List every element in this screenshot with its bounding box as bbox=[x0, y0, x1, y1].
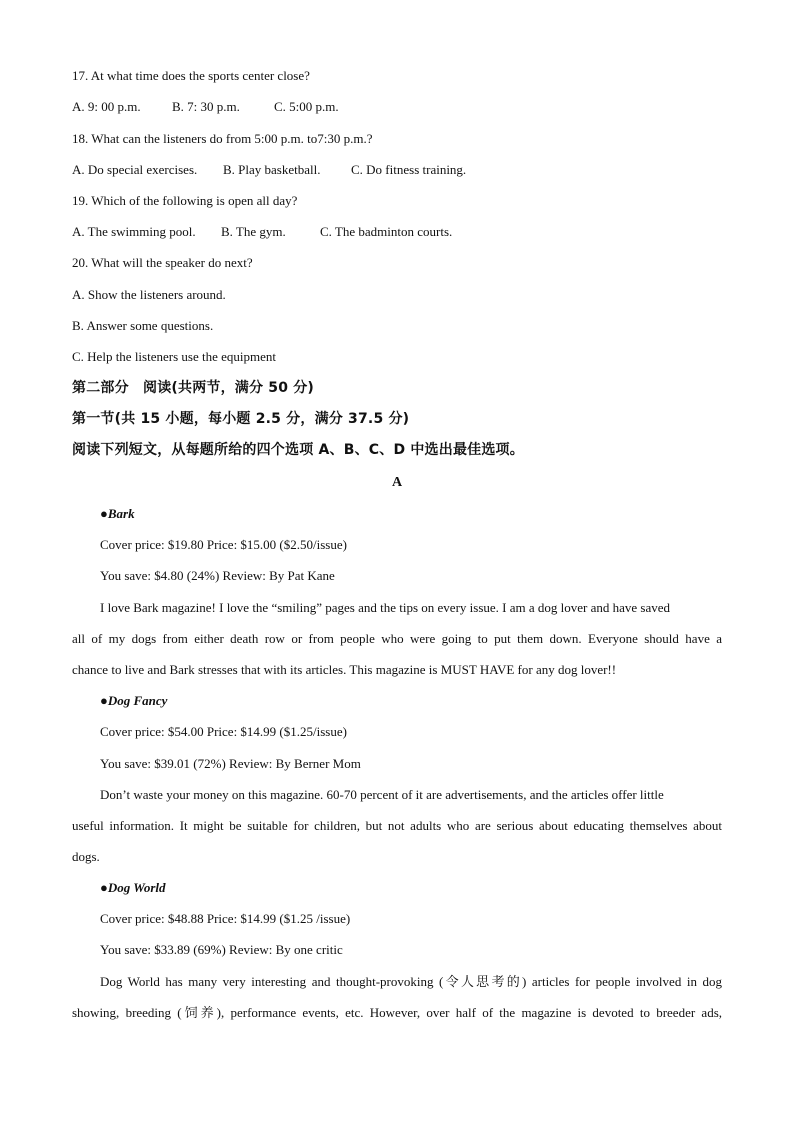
reading-instruction: 阅读下列短文，从每题所给的四个选项 A、B、C、D 中选出最佳选项。 bbox=[72, 442, 524, 458]
q19-option-a: A. The swimming pool. bbox=[72, 224, 196, 239]
q18-option-c: C. Do fitness training. bbox=[351, 162, 467, 177]
question-19: 19. Which of the following is open all day? bbox=[72, 193, 298, 208]
dog-world-review-line-1: Dog World has many very interesting and thought-provoking (令人思考的) articles for people involved in dog bbox=[100, 974, 722, 989]
q18-option-b: B. Play basketball. bbox=[223, 162, 321, 177]
question-17: 17. At what time does the sports center close? bbox=[72, 68, 310, 83]
q17-option-a: A. 9: 00 p.m. bbox=[72, 99, 141, 114]
q20-option-a: A. Show the listeners around. bbox=[72, 287, 226, 302]
dog-fancy-price: Cover price: $54.00 Price: $14.99 ($1.25/issue) bbox=[100, 724, 347, 739]
dog-fancy-save: You save: $39.01 (72%) Review: By Berner Mom bbox=[100, 756, 361, 771]
q20-option-b: B. Answer some questions. bbox=[72, 318, 214, 333]
passage-label: A bbox=[391, 475, 403, 490]
question-18: 18. What can the listeners do from 5:00 p.m. to7:30 p.m.? bbox=[72, 131, 373, 146]
bark-review-line-2: all of my dogs from either death row or from people who were going to put them down. Everyone should have a bbox=[72, 631, 722, 646]
bark-review-line-3: chance to live and Bark stresses that with its articles. This magazine is MUST HAVE for any dog lover!! bbox=[72, 662, 617, 677]
magazine-title-bark: ●Bark bbox=[100, 506, 135, 521]
dog-fancy-review-line-3: dogs. bbox=[72, 849, 100, 864]
dog-fancy-review-line-2: useful information. It might be suitable for children, but not adults who are serious about educating themselves about bbox=[72, 818, 722, 833]
question-20: 20. What will the speaker do next? bbox=[72, 255, 253, 270]
dog-world-review-line-2: showing, breeding (饲养), performance events, etc. However, over half of the magazine is devoted to breeder ads, bbox=[72, 1005, 723, 1020]
dog-world-price: Cover price: $48.88 Price: $14.99 ($1.25 /issue) bbox=[100, 911, 351, 926]
bark-review-line-1: I love Bark magazine! I love the “smiling” pages and the tips on every issue. I am a dog lover and have saved bbox=[100, 600, 671, 615]
section-one-title: 第一节(共 15 小题，每小题 2.5 分，满分 37.5 分) bbox=[72, 411, 410, 427]
q20-option-c: C. Help the listeners use the equipment bbox=[72, 349, 276, 364]
dog-fancy-review-line-1: Don’t waste your money on this magazine. 60-70 percent of it are advertisements, and the articles offer little bbox=[100, 787, 664, 802]
question-19-options bbox=[72, 224, 452, 240]
bark-price: Cover price: $19.80 Price: $15.00 ($2.50/issue) bbox=[100, 537, 347, 552]
question-17-options bbox=[72, 99, 339, 115]
magazine-title-dog-world: ●Dog World bbox=[100, 880, 166, 895]
magazine-title-dog-fancy: ●Dog Fancy bbox=[100, 693, 168, 708]
q19-option-c: C. The badminton courts. bbox=[320, 224, 453, 239]
q18-option-a: A. Do special exercises. bbox=[72, 162, 198, 177]
part-two-title: 第二部分 阅读(共两节，满分 50 分) bbox=[72, 380, 315, 396]
dog-world-save: You save: $33.89 (69%) Review: By one critic bbox=[100, 942, 343, 957]
q19-option-b: B. The gym. bbox=[221, 224, 286, 239]
q17-option-c: C. 5:00 p.m. bbox=[274, 99, 339, 114]
bark-save: You save: $4.80 (24%) Review: By Pat Kane bbox=[100, 568, 335, 583]
question-18-options bbox=[72, 162, 466, 178]
q17-option-b: B. 7: 30 p.m. bbox=[172, 99, 240, 114]
